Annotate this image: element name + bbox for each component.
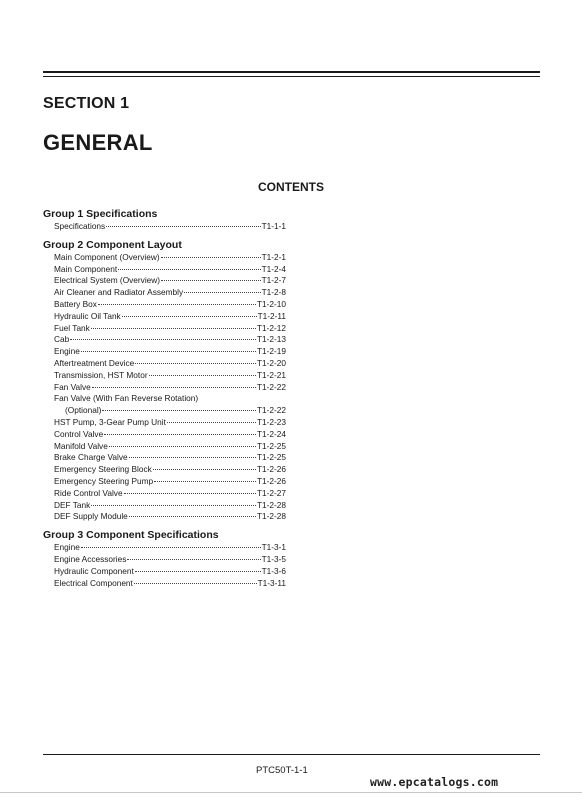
toc-entry-page: T1-2-28 — [256, 511, 286, 522]
toc-entry[interactable] — [43, 566, 286, 578]
toc-entry-page: T1-2-22 — [256, 381, 286, 392]
toc-entry-name: Emergency Steering Pump — [54, 475, 154, 486]
toc-entry[interactable] — [43, 417, 286, 429]
toc-entry[interactable] — [43, 221, 286, 233]
dot-leader — [81, 351, 256, 352]
toc-entry[interactable] — [43, 476, 286, 488]
toc-entry-name: Fuel Tank — [54, 322, 90, 333]
toc-entry[interactable] — [43, 275, 286, 287]
toc-entry-name: Engine Accessories — [54, 553, 127, 564]
toc-entry-page: T1-2-10 — [256, 298, 286, 309]
toc-entry-name: DEF Supply Module — [54, 511, 128, 522]
toc-entry-page: T1-2-12 — [256, 322, 286, 333]
dot-leader — [135, 363, 256, 364]
header-rule-thick — [43, 71, 540, 73]
contents-heading: CONTENTS — [258, 180, 324, 194]
toc-entry[interactable] — [43, 511, 286, 523]
toc-group-2 — [43, 238, 286, 523]
toc-entry-page: T1-2-19 — [256, 346, 286, 357]
dot-leader — [109, 446, 256, 447]
toc-entry[interactable] — [43, 429, 286, 441]
toc-entry-page: T1-3-6 — [261, 565, 286, 576]
toc-entry[interactable] — [43, 452, 286, 464]
toc-entry[interactable] — [43, 542, 286, 554]
toc-entry-page: T1-3-1 — [261, 542, 286, 553]
toc-entry-name: Electrical System (Overview) — [54, 275, 161, 286]
toc-entry-page: T1-3-11 — [257, 577, 286, 588]
dot-leader — [81, 547, 261, 548]
toc-entry-name: Transmission, HST Motor — [54, 369, 148, 380]
dot-leader — [91, 505, 256, 506]
toc-entry-page: T1-2-28 — [256, 499, 286, 510]
toc-entry-page: T1-2-23 — [256, 416, 286, 427]
toc-entry-page: T1-2-20 — [256, 357, 286, 368]
toc-entry-page: T1-2-25 — [256, 452, 286, 463]
toc-entry[interactable] — [43, 323, 286, 335]
toc-entry-page: T1-3-5 — [261, 553, 286, 564]
toc-entry[interactable] — [43, 346, 286, 358]
toc-entry[interactable] — [43, 578, 286, 590]
toc-entry-name: Engine — [54, 346, 80, 357]
toc-entry-page: T1-2-7 — [261, 275, 286, 286]
table-of-contents — [43, 207, 286, 589]
toc-entry-name: Air Cleaner and Radiator Assembly — [54, 287, 184, 298]
dot-leader — [124, 493, 256, 494]
dot-leader — [98, 304, 256, 305]
dot-leader — [106, 226, 260, 227]
dot-leader — [122, 316, 257, 317]
toc-group-title: Group 1 Specifications — [43, 208, 158, 220]
watermark: www.epcatalogs.com — [370, 775, 499, 789]
section-title: GENERAL — [43, 130, 153, 155]
toc-entry-page: T1-2-27 — [256, 487, 286, 498]
toc-group-1 — [43, 207, 286, 233]
toc-entry[interactable] — [43, 287, 286, 299]
dot-leader — [134, 583, 257, 584]
toc-entry-name: Main Component — [54, 263, 118, 274]
toc-entry-name: Battery Box — [54, 298, 97, 309]
dot-leader — [118, 269, 260, 270]
toc-entry-name: (Optional) — [65, 405, 102, 416]
toc-entry[interactable] — [43, 500, 286, 512]
toc-entry-page: T1-2-21 — [256, 369, 286, 380]
toc-entry[interactable] — [43, 311, 286, 323]
toc-entry-page: T1-2-11 — [257, 310, 286, 321]
toc-entry[interactable] — [43, 264, 286, 276]
toc-entry-name: Fan Valve — [54, 381, 91, 392]
toc-entry[interactable] — [43, 370, 286, 382]
dot-leader — [161, 280, 261, 281]
toc-entry-page: T1-2-8 — [261, 287, 286, 298]
toc-entry[interactable] — [43, 382, 286, 394]
dot-leader — [184, 292, 260, 293]
toc-entry[interactable] — [43, 464, 286, 476]
toc-entry[interactable] — [43, 252, 286, 264]
page-edge-line — [0, 792, 582, 793]
toc-entry-name: DEF Tank — [54, 499, 91, 510]
dot-leader — [149, 375, 256, 376]
toc-group-title: Group 2 Component Layout — [43, 238, 182, 251]
toc-entry-name-line1[interactable]: Fan Valve (With Fan Reverse Rotation) — [54, 393, 199, 404]
dot-leader — [127, 559, 260, 560]
dot-leader — [129, 516, 256, 517]
dot-leader — [153, 469, 256, 470]
toc-group-title: Group 3 Component Specifications — [43, 529, 219, 542]
dot-leader — [70, 339, 256, 340]
dot-leader — [129, 457, 256, 458]
toc-entry-name: Hydraulic Oil Tank — [54, 310, 121, 321]
toc-entry-name: Emergency Steering Block — [54, 464, 152, 475]
header-rule-thin — [43, 76, 540, 77]
toc-entry[interactable] — [43, 358, 286, 370]
toc-entry[interactable] — [43, 299, 286, 311]
toc-entry[interactable] — [43, 554, 286, 566]
toc-entry-name: Control Valve — [54, 428, 104, 439]
toc-entry-name: Brake Charge Valve — [54, 452, 128, 463]
dot-leader — [135, 571, 261, 572]
toc-entry-name: Main Component (Overview) — [54, 251, 160, 262]
toc-entry-page: T1-2-24 — [256, 428, 286, 439]
dot-leader — [154, 481, 256, 482]
toc-entry-name: HST Pump, 3-Gear Pump Unit — [54, 416, 166, 427]
toc-entry-name: Hydraulic Component — [54, 565, 134, 576]
toc-entry-page: T1-2-13 — [256, 334, 286, 345]
dot-leader — [91, 328, 256, 329]
footer-rule — [43, 754, 540, 755]
toc-entry-page: T1-2-26 — [256, 464, 286, 475]
dot-leader — [92, 387, 256, 388]
toc-entry-page: T1-2-26 — [256, 475, 286, 486]
toc-entry-page: T1-2-1 — [261, 251, 286, 262]
dot-leader — [104, 434, 256, 435]
toc-entry-page: T1-2-25 — [256, 440, 286, 451]
toc-group-3 — [43, 528, 286, 589]
toc-entry-name: Manifold Valve — [54, 440, 108, 451]
section-label: SECTION 1 — [43, 95, 130, 112]
toc-entry[interactable] — [43, 334, 286, 346]
page-code: PTC50T-1-1 — [256, 765, 308, 776]
toc-entry-name: Ride Control Valve — [54, 487, 123, 498]
toc-entry-page: T1-1-1 — [261, 221, 286, 231]
dot-leader — [161, 257, 261, 258]
toc-entry-name: Aftertreatment Device — [54, 357, 135, 368]
toc-entry[interactable] — [43, 488, 286, 500]
dot-leader — [102, 410, 256, 411]
toc-entry-name: Cab — [54, 334, 70, 345]
toc-entry-name: Engine — [54, 542, 80, 553]
toc-entry-page: T1-2-22 — [256, 405, 286, 416]
toc-entry-name: Specifications — [54, 221, 106, 231]
dot-leader — [167, 422, 256, 423]
toc-entry[interactable] — [43, 405, 286, 417]
toc-entry-page: T1-2-4 — [261, 263, 286, 274]
toc-entry[interactable] — [43, 441, 286, 453]
toc-entry-name: Electrical Component — [54, 577, 133, 588]
